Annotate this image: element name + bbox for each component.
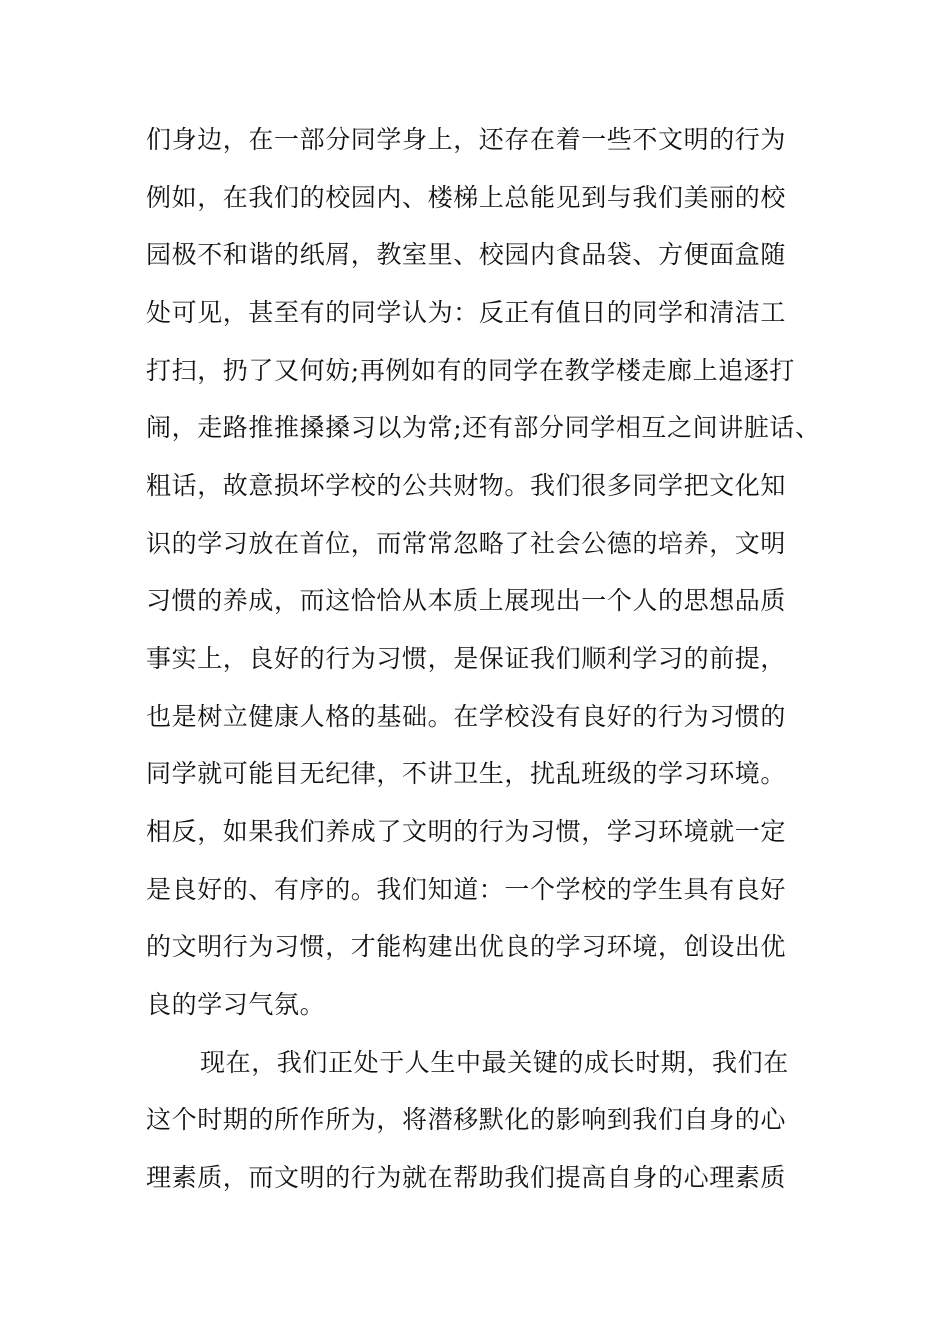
text-line: 粗话，故意损坏学校的公共财物。我们很多同学把文化知 [146,471,787,500]
text-line: 们身边，在一部分同学身上，还存在着一些不文明的行为 [146,125,787,154]
text-line: 良的学习气氛。 [146,990,326,1019]
paragraph-first-line: 现在，我们正处于人生中最关键的成长时期，我们在 [200,1048,789,1077]
text-line: 事实上，良好的行为习惯，是保证我们顺利学习的前提， [146,644,787,673]
text-line: 习惯的养成，而这恰恰从本质上展现出一个人的思想品质 [146,586,787,615]
text-line: 园极不和谐的纸屑，教室里、校园内食品袋、方便面盒随 [146,240,787,269]
text-line: 识的学习放在首位，而常常忽略了社会公德的培养，文明 [146,529,787,558]
text-line: 打扫，扔了又何妨;再例如有的同学在教学楼走廊上追逐打 [146,356,796,385]
text-line: 闹，走路推推搡搡习以为常;还有部分同学相互之间讲脏话、 [146,413,821,442]
text-line: 这个时期的所作所为，将潜移默化的影响到我们自身的心 [146,1105,787,1134]
text-line: 是良好的、有序的。我们知道：一个学校的学生具有良好 [146,875,787,904]
text-line: 相反，如果我们养成了文明的行为习惯，学习环境就一定 [146,817,787,846]
text-line: 同学就可能目无纪律，不讲卫生，扰乱班级的学习环境。 [146,759,787,788]
text-line: 例如，在我们的校园内、楼梯上总能见到与我们美丽的校 [146,183,787,212]
text-line: 也是树立健康人格的基础。在学校没有良好的行为习惯的 [146,702,787,731]
text-line: 处可见，甚至有的同学认为：反正有值日的同学和清洁工 [146,298,787,327]
text-line: 的文明行为习惯，才能构建出优良的学习环境，创设出优 [146,932,787,961]
text-line: 理素质，而文明的行为就在帮助我们提高自身的心理素质 [146,1163,787,1192]
